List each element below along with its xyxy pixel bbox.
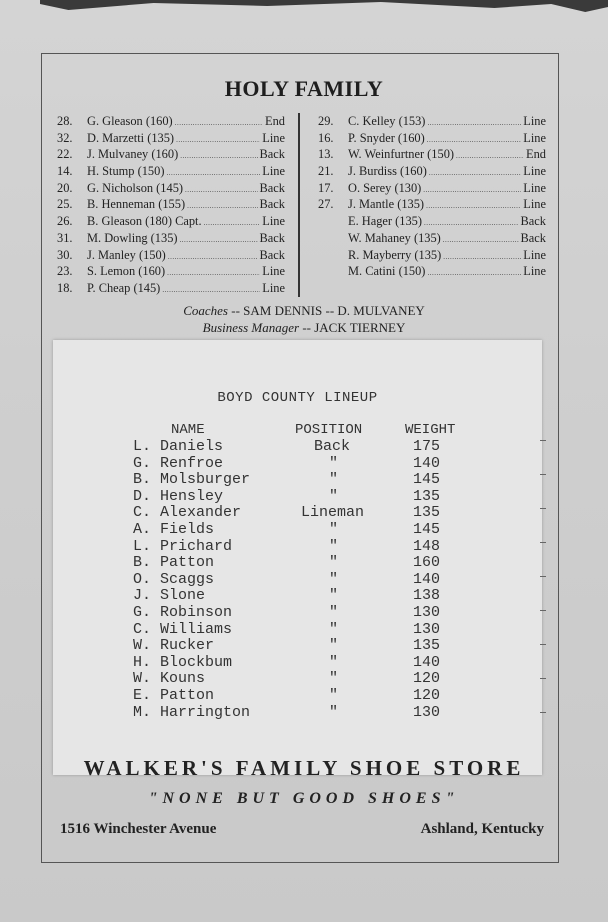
player-name: S. Lemon (160) xyxy=(87,264,166,279)
leader-dots xyxy=(427,113,521,130)
player-name: O. Serey (130) xyxy=(348,180,422,195)
player-name: H. Stump (150) xyxy=(87,164,165,179)
lineup-position: " xyxy=(329,471,339,489)
player-position: End xyxy=(526,147,546,162)
lineup-position: " xyxy=(329,703,339,721)
lineup-name: O. Scaggs xyxy=(133,570,215,588)
roster-row xyxy=(318,196,546,213)
player-name: J. Manley (150) xyxy=(87,247,166,262)
player-position: Back xyxy=(259,147,285,162)
lineup-row xyxy=(53,456,542,473)
roster-row xyxy=(318,146,546,163)
lineup-weight: 140 xyxy=(413,570,441,588)
player-position: Line xyxy=(262,164,285,179)
lineup-position: " xyxy=(329,637,339,655)
lineup-row xyxy=(53,555,542,572)
leader-dots xyxy=(456,146,524,163)
weight-column-header: WEIGHT xyxy=(405,422,456,438)
roster-row xyxy=(57,146,285,163)
player-number: 17. xyxy=(318,180,334,195)
manager-line xyxy=(0,319,608,336)
player-name: J. Burdiss (160) xyxy=(348,164,427,179)
player-number: 21. xyxy=(318,164,334,179)
leader-dots xyxy=(424,213,519,230)
roster-row xyxy=(57,230,285,247)
lineup-position: Lineman xyxy=(301,504,365,522)
lineup-weight: 130 xyxy=(413,604,441,621)
player-number xyxy=(318,230,348,247)
lineup-name: A. Fields xyxy=(133,521,215,538)
torn-edge xyxy=(40,0,608,20)
player-number: 18. xyxy=(57,280,73,295)
roster-row xyxy=(57,280,285,297)
roster-row xyxy=(57,196,285,213)
lineup-weight: 138 xyxy=(413,587,441,605)
player-number: 22. xyxy=(57,147,73,162)
lineup-position: Back xyxy=(314,438,351,455)
lineup-name: M. Harrington xyxy=(133,703,251,721)
roster-row xyxy=(318,263,546,280)
leader-dots xyxy=(426,196,521,213)
roster-row xyxy=(318,113,546,130)
lineup-name: B. Patton xyxy=(133,554,215,572)
lineup-position: " xyxy=(329,670,339,688)
lineup-row xyxy=(53,539,542,556)
player-number: 14. xyxy=(57,164,73,179)
player-position: Line xyxy=(262,264,285,279)
lineup-position: " xyxy=(329,604,339,621)
roster-row xyxy=(57,130,285,147)
player-name: J. Mulvaney (160) xyxy=(87,147,179,162)
boyd-county-lineup-slip xyxy=(53,340,542,775)
roster-row xyxy=(57,163,285,180)
lineup-weight: 145 xyxy=(413,521,441,538)
player-position: Line xyxy=(262,130,285,145)
player-name: P. Snyder (160) xyxy=(348,130,425,145)
player-name: M. Catini (150) xyxy=(348,264,426,279)
player-number xyxy=(318,263,348,280)
lineup-row xyxy=(53,522,542,539)
lineup-weight: 130 xyxy=(413,620,441,638)
roster-row xyxy=(57,263,285,280)
player-number: 23. xyxy=(57,264,73,279)
lineup-position: " xyxy=(329,653,339,671)
lineup-weight: 145 xyxy=(413,471,441,489)
leader-dots xyxy=(429,163,521,180)
coaches-label: Coaches xyxy=(183,303,228,318)
leader-dots xyxy=(180,230,258,247)
player-name: P. Cheap (145) xyxy=(87,280,161,295)
coaches-value: -- SAM DENNIS -- D. MULVANEY xyxy=(231,303,425,318)
player-position: Back xyxy=(520,214,546,229)
player-name: G. Nicholson (145) xyxy=(87,180,184,195)
lineup-name: E. Patton xyxy=(133,687,215,704)
player-number: 31. xyxy=(57,230,73,245)
lineup-position: " xyxy=(329,687,339,704)
holy-family-roster-right xyxy=(318,113,546,280)
lineup-title: BOYD COUNTY LINEUP xyxy=(217,390,378,406)
store-slogan: "NONE BUT GOOD SHOES" xyxy=(148,790,460,807)
player-position: Line xyxy=(523,247,546,262)
position-column-header: POSITION xyxy=(295,422,363,438)
lineup-name: L. Prichard xyxy=(133,537,233,555)
lineup-row xyxy=(53,638,542,655)
name-column-header: NAME xyxy=(171,422,205,438)
player-number: 30. xyxy=(57,247,73,262)
player-position: Back xyxy=(259,197,285,212)
leader-dots xyxy=(204,213,261,230)
lineup-row xyxy=(53,439,542,456)
player-name: G. Gleason (160) xyxy=(87,114,173,128)
manager-label: Business Manager xyxy=(202,320,300,335)
player-number xyxy=(318,247,348,264)
player-number: 26. xyxy=(57,214,73,229)
leader-dots xyxy=(162,280,260,297)
player-position: Line xyxy=(523,130,546,145)
player-number: 32. xyxy=(57,130,73,145)
lineup-weight: 120 xyxy=(413,687,441,704)
lineup-weight: 135 xyxy=(413,487,441,505)
player-number: 20. xyxy=(57,180,73,195)
leader-dots xyxy=(176,130,260,147)
leader-dots xyxy=(167,263,260,280)
store-name: WALKER'S FAMILY SHOE STORE xyxy=(83,756,525,780)
player-name: M. Dowling (135) xyxy=(87,230,178,245)
lineup-row xyxy=(53,671,542,688)
lineup-name: B. Molsburger xyxy=(133,471,251,489)
leader-dots xyxy=(443,247,521,264)
lineup-weight: 135 xyxy=(413,504,441,522)
player-position: Line xyxy=(262,280,285,295)
lineup-position: " xyxy=(329,570,339,588)
leader-dots xyxy=(185,180,258,197)
roster-row xyxy=(318,213,546,230)
lineup-weight: 140 xyxy=(413,653,441,671)
lineup-name: W. Kouns xyxy=(133,670,206,688)
player-number: 13. xyxy=(318,147,334,162)
leader-dots xyxy=(175,113,263,130)
player-number: 29. xyxy=(318,114,334,128)
player-position: Line xyxy=(262,214,285,229)
lineup-row xyxy=(53,655,542,672)
leader-dots xyxy=(187,196,257,213)
player-position: Back xyxy=(259,180,285,195)
player-name: J. Mantle (135) xyxy=(348,197,425,212)
player-name: D. Marzetti (135) xyxy=(87,130,175,145)
lineup-name: L. Daniels xyxy=(133,438,224,455)
roster-row xyxy=(57,213,285,230)
player-number xyxy=(318,213,348,230)
lineup-name: G. Renfroe xyxy=(133,454,224,472)
roster-row xyxy=(57,247,285,264)
roster-row xyxy=(318,230,546,247)
lineup-name: C. Williams xyxy=(133,620,233,638)
lineup-row xyxy=(53,588,542,605)
player-position: Back xyxy=(520,230,546,245)
player-position: Back xyxy=(259,247,285,262)
lineup-row xyxy=(53,572,542,589)
margin-ticks xyxy=(540,440,546,746)
lineup-name: G. Robinson xyxy=(133,604,233,621)
lineup-weight: 120 xyxy=(413,670,441,688)
lineup-weight: 130 xyxy=(413,703,441,721)
player-number: 27. xyxy=(318,197,334,212)
lineup-weight: 160 xyxy=(413,554,441,572)
lineup-row xyxy=(53,622,542,639)
player-name: W. Mahaney (135) xyxy=(348,230,441,245)
manager-value: -- JACK TIERNEY xyxy=(302,320,406,335)
team-title: HOLY FAMILY xyxy=(224,76,384,101)
player-name: C. Kelley (153) xyxy=(348,114,426,128)
staff-block xyxy=(0,302,608,336)
player-name: E. Hager (135) xyxy=(348,214,422,229)
roster-row xyxy=(57,180,285,197)
lineup-name: J. Slone xyxy=(133,587,206,605)
lineup-row xyxy=(53,705,542,722)
player-position: Back xyxy=(259,230,285,245)
roster-divider xyxy=(298,113,300,297)
lineup-name: C. Alexander xyxy=(133,504,242,522)
player-position: End xyxy=(265,114,285,128)
player-number: 25. xyxy=(57,197,73,212)
player-name: B. Gleason (180) Capt. xyxy=(87,214,202,229)
player-number: 16. xyxy=(318,130,334,145)
roster-row xyxy=(318,130,546,147)
holy-family-roster-left xyxy=(57,113,285,297)
leader-dots xyxy=(166,163,260,180)
leader-dots xyxy=(443,230,519,247)
lineup-position: " xyxy=(329,521,339,538)
lineup-row xyxy=(53,688,542,705)
player-number: 28. xyxy=(57,114,73,128)
lineup-weight: 135 xyxy=(413,637,441,655)
lineup-name: D. Hensley xyxy=(133,487,224,505)
lineup-name: H. Blockbum xyxy=(133,653,233,671)
store-address-street: 1516 Winchester Avenue xyxy=(60,821,217,837)
store-address-city: Ashland, Kentucky xyxy=(420,821,544,837)
leader-dots xyxy=(180,146,257,163)
lineup-row xyxy=(53,605,542,622)
lineup-position: " xyxy=(329,537,339,555)
lineup-weight: 148 xyxy=(413,537,441,555)
lineup-position: " xyxy=(329,587,339,605)
lineup-position: " xyxy=(329,454,339,472)
lineup-weight: 175 xyxy=(413,438,441,455)
roster-row xyxy=(318,163,546,180)
leader-dots xyxy=(427,130,522,147)
leader-dots xyxy=(427,263,521,280)
lineup-name: W. Rucker xyxy=(133,637,215,655)
lineup-position: " xyxy=(329,620,339,638)
player-position: Line xyxy=(523,197,546,212)
lineup-position: " xyxy=(329,554,339,572)
leader-dots xyxy=(168,247,258,264)
lineup-position: " xyxy=(329,487,339,505)
player-position: Line xyxy=(523,164,546,179)
lineup-weight: 140 xyxy=(413,454,441,472)
player-position: Line xyxy=(523,114,546,128)
player-name: R. Mayberry (135) xyxy=(348,247,442,262)
player-name: W. Weinfurtner (150) xyxy=(348,147,455,162)
lineup-row xyxy=(53,472,542,489)
lineup-row xyxy=(53,489,542,506)
player-position: Line xyxy=(523,264,546,279)
player-position: Line xyxy=(523,180,546,195)
coaches-line xyxy=(0,302,608,319)
leader-dots xyxy=(423,180,521,197)
roster-row xyxy=(318,247,546,264)
player-name: B. Henneman (155) xyxy=(87,197,186,212)
lineup-row xyxy=(53,505,542,522)
roster-row xyxy=(57,113,285,130)
roster-row xyxy=(318,180,546,197)
